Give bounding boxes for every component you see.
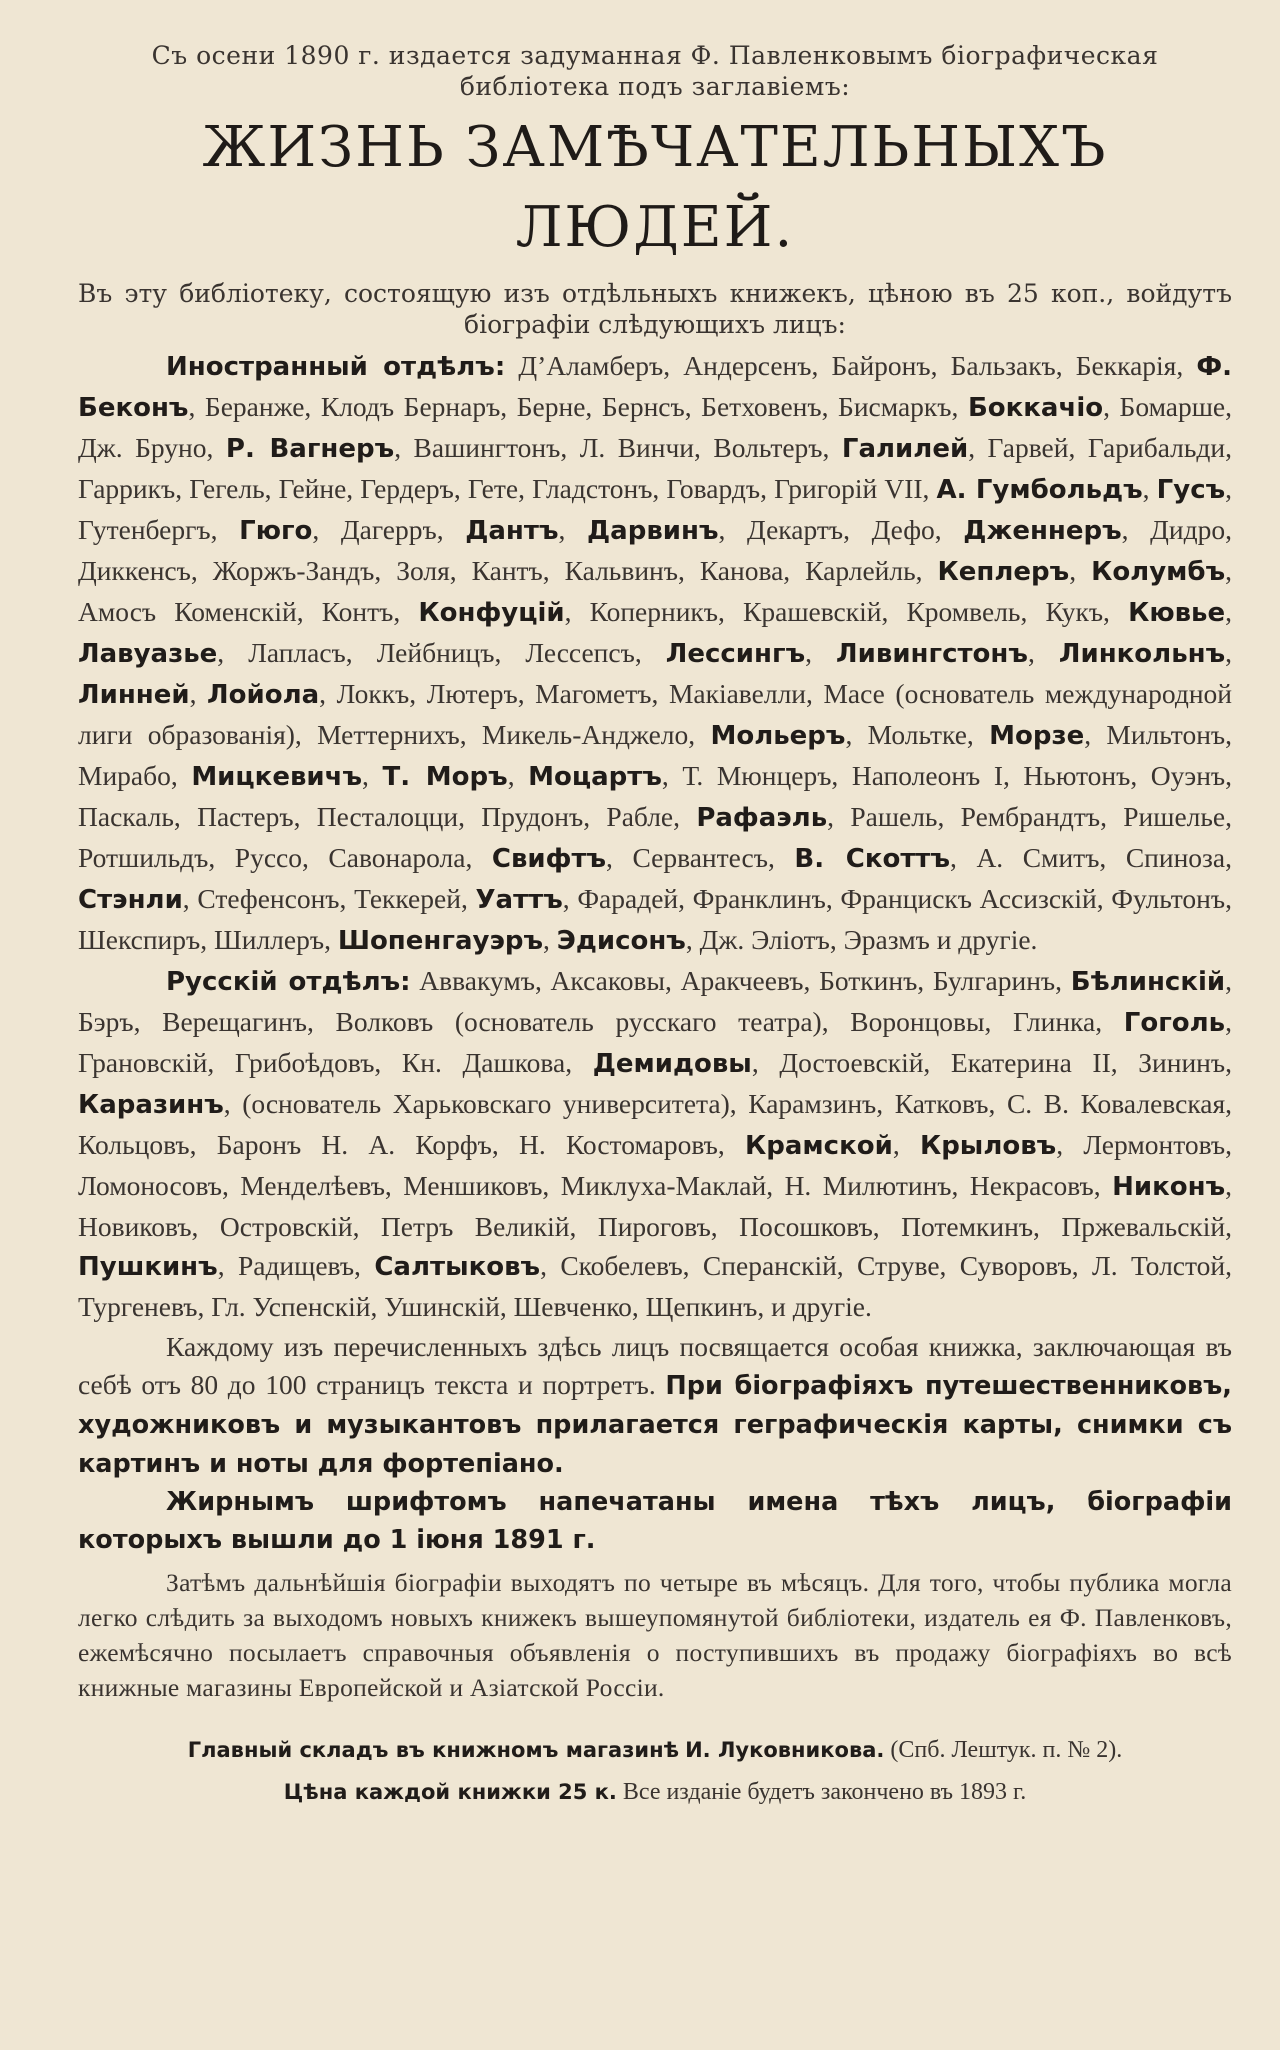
name-run: , Рашель, Рембрандтъ, Ришелье, Ротшильдъ, Руссо, Савонарола, bbox=[78, 801, 1232, 873]
bold-name: Линкольнъ bbox=[1058, 639, 1226, 669]
bold-name: Лойола bbox=[207, 680, 320, 710]
name-run: , Фарадей, Франклинъ, Францискъ Ассизскій, Фультонъ, Шекспиръ, Шиллеръ, bbox=[78, 883, 1232, 955]
name-run: , Дж. Эліотъ, Эразмъ и другіе. bbox=[685, 924, 1038, 955]
russian-names bbox=[78, 965, 1232, 1322]
name-run: , bbox=[1142, 473, 1157, 504]
name-run: , bbox=[189, 678, 208, 709]
name-run: , Бэръ, Верещагинъ, Волковъ (основатель русскаго театра), Воронцовы, Глинка, bbox=[78, 965, 1232, 1037]
bold-name: Дженнеръ bbox=[963, 516, 1122, 546]
russian-heading: Русскій отдѣлъ: bbox=[166, 967, 411, 997]
page-title: ЖИЗНЬ ЗАМѢЧАТЕЛЬНЫХЪ ЛЮДЕЙ. bbox=[202, 115, 1108, 260]
bold-name: Гусъ bbox=[1156, 475, 1226, 505]
name-run: , Скобелевъ, Сперанскій, Струве, Суворовъ, Л. Толстой, Тургеневъ, Гл. Успенскій, Ушинскій, Шевченко, Щепкинъ, и другіе. bbox=[78, 1250, 1232, 1322]
name-run: , bbox=[805, 637, 837, 668]
name-run: , Сервантесъ, bbox=[606, 842, 795, 873]
name-run: , Лермонтовъ, Ломоносовъ, Менделѣевъ, Меншиковъ, Миклуха-Маклай, Н. Милютинъ, Некрасовъ, bbox=[78, 1129, 1233, 1201]
name-run: , Амосъ Коменскій, Контъ, bbox=[78, 555, 1232, 627]
name-run: , bbox=[362, 760, 383, 791]
bold-name: Морзе bbox=[989, 721, 1085, 751]
bold-name: Салтыковъ bbox=[374, 1252, 541, 1282]
bold-name: В. Скоттъ bbox=[794, 844, 951, 874]
bold-name: Кювье bbox=[1128, 598, 1226, 628]
bold-name: Колумбъ bbox=[1091, 557, 1226, 587]
name-run: , bbox=[507, 760, 529, 791]
footer-price: Цѣна каждой книжки 25 к. bbox=[283, 1780, 617, 1804]
name-run: , bbox=[558, 514, 588, 545]
name-run: , Радищевъ, bbox=[217, 1250, 375, 1281]
footer-store-name: И. Луковникова. bbox=[685, 1738, 885, 1762]
footer-completion: Все изданіе будетъ закончено въ 1893 г. bbox=[616, 1779, 1027, 1805]
name-run: , Грановскій, Грибоѣдовъ, Кн. Дашкова, bbox=[78, 1006, 1232, 1078]
bold-name: Моцартъ bbox=[528, 762, 662, 792]
bold-name: Каразинъ bbox=[78, 1090, 224, 1120]
later-paragraph: Затѣмъ дальнѣйшія біографіи выходятъ по четыре въ мѣсяцъ. Для того, чтобы публика могла легко слѣдить за выходомъ новыхъ книжекъ вышеупомянутой библіотеки, издатель ея Ф. Павленковъ, ежемѣсячно посылаетъ справочныя объявленія о поступившихъ въ продажу біографіяхъ во всѣ книжные магазины Европейской и Азіатской Россіи. bbox=[78, 1568, 1232, 1702]
footer-line-2 bbox=[78, 1771, 1232, 1813]
name-run: , Мильтонъ, Мирабо, bbox=[78, 719, 1233, 791]
bold-name: Бѣлинскій bbox=[1070, 967, 1226, 997]
name-run: , Стефенсонъ, Теккерей, bbox=[182, 883, 476, 914]
name-run: , А. Смитъ, Спиноза, bbox=[950, 842, 1233, 873]
intro-text: Съ осени 1890 г. издается задуманная Ф. Павленковымъ біографическая библіотека подъ заглавіемъ: bbox=[151, 41, 1159, 101]
bold-name: Мицкевичъ bbox=[191, 762, 363, 792]
bold-name: Ф. Беконъ bbox=[78, 352, 1232, 423]
name-run: , bbox=[1027, 637, 1059, 668]
name-run: , bbox=[1069, 555, 1092, 586]
name-run: , bbox=[1225, 596, 1232, 627]
page bbox=[78, 40, 1232, 1813]
name-run: , Беранже, Клодъ Бернаръ, Берне, Бернсъ, Бетховенъ, Бисмаркъ, bbox=[188, 391, 968, 422]
footer bbox=[78, 1729, 1232, 1813]
footer-store-address: (Спб. Лештук. п. № 2). bbox=[884, 1737, 1123, 1763]
name-run: , Гутенбергъ, bbox=[78, 473, 1233, 545]
name-run: , (основатель Харьковскаго университета), Карамзинъ, Катковъ, С. В. Ковалевская, Кольцовъ, Баронъ Н. А. Корфъ, Н. Костомаровъ, bbox=[78, 1088, 1232, 1160]
name-run: Д’Аламберъ, Андерсенъ, Байронъ, Бальзакъ, Беккарія, bbox=[505, 350, 1197, 381]
bold-note: Жирнымъ шрифтомъ напечатаны имена тѣхъ лицъ, біографіи которыхъ вышли до 1 іюня 1891 г. bbox=[78, 1487, 1232, 1555]
name-run: , Мольтке, bbox=[845, 719, 990, 750]
bold-name: Гоголь bbox=[1123, 1008, 1226, 1038]
bold-name: Лессингъ bbox=[665, 639, 806, 669]
foreign-heading: Иностранный отдѣлъ: bbox=[166, 352, 506, 382]
bold-name: Лавуазье bbox=[78, 639, 218, 669]
lead-text: Въ эту библіотеку, состоящую изъ отдѣльныхъ книжекъ, цѣною въ 25 коп., войдутъ біографіи слѣдующихъ лицъ: bbox=[78, 279, 1232, 339]
bold-name: Стэнли bbox=[78, 885, 183, 915]
name-run: , Локкъ, Лютеръ, Магометъ, Макіавелли, Масе (основатель международной лиги образованія), Меттернихъ, Микель-Анджело, bbox=[78, 678, 1233, 750]
bold-name: Дантъ bbox=[465, 516, 559, 546]
name-run: , Бомарше, Дж. Бруно, bbox=[78, 391, 1232, 463]
bold-name: Пушкинъ bbox=[78, 1252, 218, 1282]
bold-name: Крамской bbox=[745, 1131, 893, 1161]
bold-name: Уаттъ bbox=[475, 885, 563, 915]
name-run: , Лапласъ, Лейбницъ, Лессепсъ, bbox=[217, 637, 666, 668]
bold-name: Свифтъ bbox=[491, 844, 607, 874]
footer-line-1 bbox=[78, 1729, 1232, 1771]
bold-name: А. Гумбольдъ bbox=[936, 475, 1143, 505]
name-run: , bbox=[892, 1129, 920, 1160]
foreign-section bbox=[78, 346, 1232, 961]
footer-store-label: Главный складъ въ книжномъ магазинѣ bbox=[187, 1738, 680, 1762]
bold-name: Гюго bbox=[239, 516, 313, 546]
bold-name: Ливингстонъ bbox=[836, 639, 1028, 669]
bold-name: Т. Моръ bbox=[382, 762, 508, 792]
bold-name: Никонъ bbox=[1112, 1172, 1226, 1202]
name-run: , Гарвей, Гарибальди, Гаррикъ, Гегель, Гейне, Гердеръ, Гете, Гладстонъ, Говардъ, Григорій VII, bbox=[78, 432, 1233, 504]
name-run: , Достоевскій, Екатерина II, Зининъ, bbox=[751, 1047, 1232, 1078]
bold-name: Кеплеръ bbox=[937, 557, 1070, 587]
russian-section bbox=[78, 961, 1232, 1326]
bold-name: Эдисонъ bbox=[556, 926, 686, 956]
bold-name: Шопенгауэръ bbox=[337, 926, 544, 956]
note-text: Каждому изъ перечисленныхъ здѣсь лицъ посвящается особая книжка, заключающая въ себѣ отъ 80 до 100 страницъ текста и портретъ. bbox=[78, 1331, 1232, 1400]
foreign-names bbox=[78, 350, 1232, 955]
name-run: Аввакумъ, Аксаковы, Аракчеевъ, Боткинъ, Булгаринъ, bbox=[410, 965, 1071, 996]
note-bold-text: При біографіяхъ путешественниковъ, художниковъ и музыкантовъ прилагается геграфическія карты, снимки съ картинъ и ноты для фортепіано. bbox=[78, 1371, 1232, 1479]
bold-name: Демидовы bbox=[592, 1049, 752, 1079]
bold-name: Мольеръ bbox=[710, 721, 846, 751]
bold-name: Боккачіо bbox=[967, 393, 1104, 423]
bold-name: Галилей bbox=[841, 434, 969, 464]
name-run: , Т. Мюнцеръ, Наполеонъ I, Ньютонъ, Оуэнъ, Паскаль, Пастеръ, Песталоцци, Прудонъ, Рабле, bbox=[78, 760, 1232, 832]
name-run: , Новиковъ, Островскій, Петръ Великій, Пироговъ, Посошковъ, Потемкинъ, Пржевальскій, bbox=[78, 1170, 1232, 1242]
name-run: , Дагерръ, bbox=[312, 514, 466, 545]
name-run: , Декартъ, Дефо, bbox=[718, 514, 964, 545]
bold-name: Конфуцій bbox=[418, 598, 565, 628]
name-run: , Коперникъ, Крашевскій, Кромвель, Кукъ, bbox=[564, 596, 1129, 627]
bold-name: Р. Вагнеръ bbox=[225, 434, 395, 464]
name-run: , bbox=[543, 924, 557, 955]
bold-name: Крыловъ bbox=[919, 1131, 1057, 1161]
name-run: , Вашингтонъ, Л. Винчи, Вольтеръ, bbox=[394, 432, 842, 463]
note-paragraph bbox=[78, 1328, 1232, 1483]
bold-name: Дарвинъ bbox=[587, 516, 719, 546]
name-run: , Дидро, Диккенсъ, Жоржъ-Зандъ, Золя, Кантъ, Кальвинъ, Канова, Карлейль, bbox=[78, 514, 1233, 586]
bold-name: Линней bbox=[78, 680, 190, 710]
name-run: , bbox=[1225, 637, 1233, 668]
bold-name: Рафаэль bbox=[696, 803, 828, 833]
